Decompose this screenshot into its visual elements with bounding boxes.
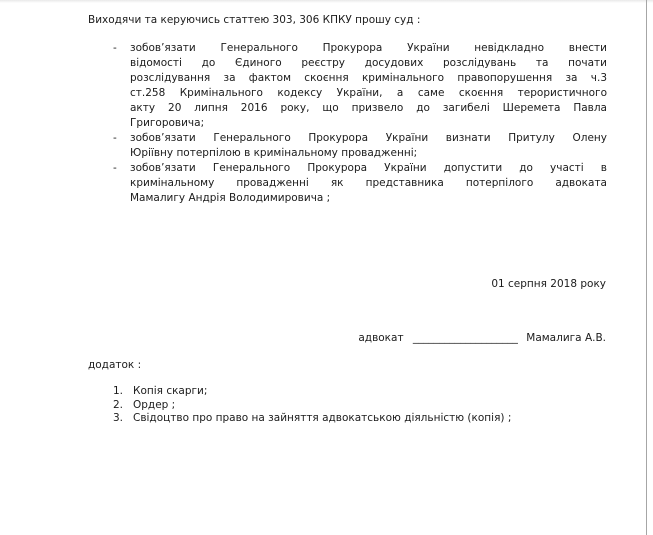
attachment-item (113, 412, 623, 426)
demand-line: відомості до Єдиного реєстру досудових розслідувань та почати (130, 57, 607, 69)
attachment-text: Ордер ; (133, 398, 176, 411)
demand-line: зобов’язати Генерального Прокурора України невідкладно внести (130, 42, 607, 54)
attachment-number: 1. (113, 385, 124, 397)
intro-text: Виходячи та керуючись статтею 303, 306 КПКУ прошу суд : (88, 14, 421, 26)
signature-name: Мамалига А.В. (526, 332, 606, 344)
demand-line: ст.258 Кримінального кодексу України, а саме скоєння терористичного (130, 87, 607, 99)
demand-line: Григоровича; (130, 117, 205, 129)
demand-line: кримінальному провадженні як представника потерпілого адвоката (130, 177, 607, 189)
attachment-text: Копія скарги; (133, 385, 208, 397)
demand-line: Юріївну потерпілою в кримінальному провадженні; (130, 147, 418, 159)
dash-bullet: - (113, 42, 117, 54)
attachment-item (113, 385, 623, 399)
demand-line: зобов’язати Генерального Прокурора України допустити до участі в (130, 162, 607, 174)
attachments-list (113, 385, 623, 426)
date-text: 01 серпня 2018 року (491, 278, 606, 290)
dash-bullet: - (113, 132, 117, 144)
demand-line: зобов’язати Генерального Прокурора України визнати Притулу Олену (130, 132, 607, 144)
signature-blank-line: ____________________ (412, 332, 518, 344)
page-top-edge (0, 0, 653, 3)
attachments-label: додаток : (88, 359, 142, 371)
demand-item (113, 161, 607, 206)
attachment-number: 3. (113, 412, 124, 424)
signature-line (358, 331, 606, 346)
attachment-number: 2. (113, 398, 124, 411)
attachment-text: Свідоцтво про право на зайняття адвокатською діяльністю (копія) ; (133, 412, 512, 424)
demand-line: акту 20 липня 2016 року, що призвело до загибелі Шеремета Павла (130, 102, 607, 114)
demand-line: розслідування за фактом скоєння кримінального правопорушення за ч.3 (130, 72, 607, 84)
demand-item (113, 41, 607, 131)
signature-role: адвокат (358, 332, 404, 344)
demand-item (113, 131, 607, 161)
dash-bullet: - (113, 162, 117, 174)
attachment-item (113, 399, 623, 413)
demand-line: Мамалигу Андрія Володимировича ; (130, 192, 331, 204)
page-right-edge (646, 0, 647, 535)
demands-list (113, 41, 607, 206)
